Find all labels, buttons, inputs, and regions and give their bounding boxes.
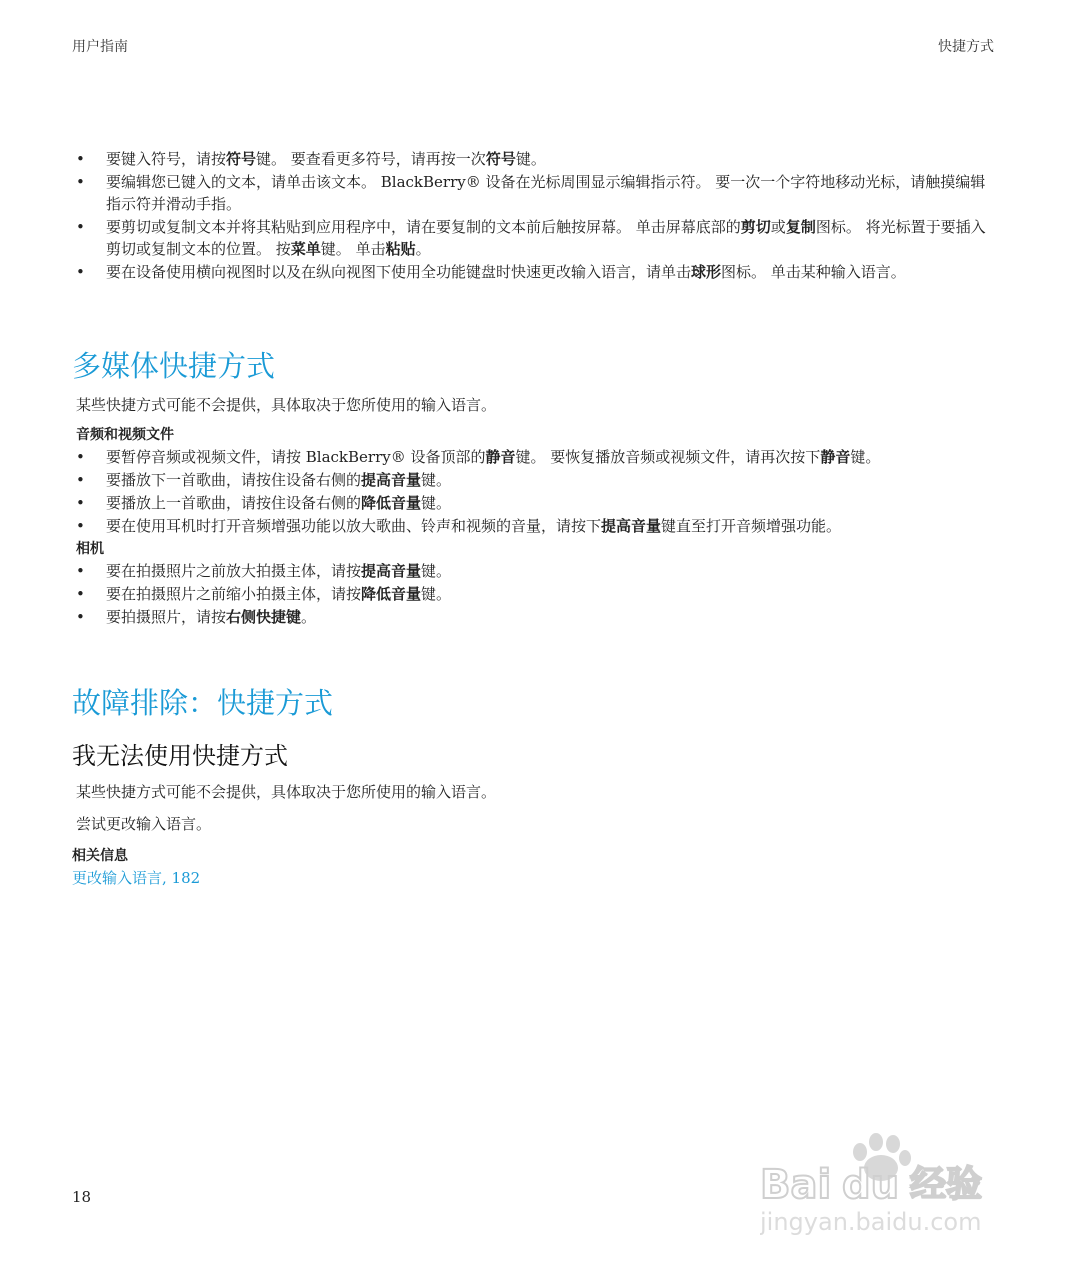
bold-term: 球形 bbox=[691, 263, 722, 281]
list-item: • 要拍摄照片，请按右侧快捷键。 bbox=[72, 606, 997, 628]
bold-term: 右侧快捷键 bbox=[226, 608, 302, 626]
section-title-multimedia: 多媒体快捷方式 bbox=[72, 349, 276, 383]
list-item: • 要在设备使用横向视图时以及在纵向视图下使用全功能键盘时快速更改输入语言，请单击球形图标。 单击某种输入语言。 bbox=[72, 261, 997, 283]
related-info-link[interactable]: 更改输入语言, 182 bbox=[72, 869, 201, 887]
bold-term: 剪切 bbox=[740, 218, 771, 236]
subheading-audio-video: 音频和视频文件 bbox=[76, 427, 174, 443]
list-item: • 要暂停音频或视频文件，请按 BlackBerry® 设备顶部的静音键。 要恢复播放音频或视频文件，请再次按下静音键。 bbox=[72, 446, 997, 468]
watermark-brand-2: du bbox=[842, 1162, 900, 1208]
bold-term: 符号 bbox=[226, 150, 257, 168]
multimedia-intro: 某些快捷方式可能不会提供，具体取决于您所使用的输入语言。 bbox=[76, 396, 497, 414]
bold-term: 降低音量 bbox=[361, 494, 422, 512]
list-item: • 要在拍摄照片之前放大拍摄主体，请按提高音量键。 bbox=[72, 560, 997, 582]
list-item: • 要在使用耳机时打开音频增强功能以放大歌曲、铃声和视频的音量，请按下提高音量键直至打开音频增强功能。 bbox=[72, 515, 997, 537]
watermark-brand: Bai bbox=[760, 1162, 832, 1208]
bold-term: 粘贴 bbox=[385, 240, 416, 258]
bold-term: 提高音量 bbox=[601, 517, 662, 535]
list-item: • 要在拍摄照片之前缩小拍摄主体，请按降低音量键。 bbox=[72, 583, 997, 605]
bold-term: 静音 bbox=[820, 448, 851, 466]
list-item: • 要编辑您已键入的文本，请单击该文本。 BlackBerry® 设备在光标周围显示编辑指示符。 要一次一个字符地移动光标，请触摸编辑指示符并滑动手指。 bbox=[72, 171, 997, 215]
bold-term: 复制 bbox=[785, 218, 816, 236]
page-content bbox=[72, 148, 997, 889]
header-right: 快捷方式 bbox=[938, 39, 994, 55]
header-left: 用户指南 bbox=[72, 39, 128, 55]
list-item: • 要剪切或复制文本并将其粘贴到应用程序中，请在要复制的文本前后触按屏幕。 单击屏幕底部的剪切或复制图标。 将光标置于要插入剪切或复制文本的位置。 按菜单键。 单击粘贴。 bbox=[72, 216, 997, 260]
camera-bullet-list bbox=[72, 560, 997, 628]
audio-video-bullet-list bbox=[72, 446, 997, 537]
watermark-url: jingyan.baidu.com bbox=[760, 1208, 982, 1236]
list-item: • 要键入符号，请按符号键。 要查看更多符号，请再按一次符号键。 bbox=[72, 148, 997, 170]
troubleshooting-para-2: 尝试更改输入语言。 bbox=[76, 815, 212, 833]
subsection-title: 我无法使用快捷方式 bbox=[72, 742, 288, 770]
list-item: • 要播放下一首歌曲，请按住设备右侧的提高音量键。 bbox=[72, 469, 997, 491]
page-number: 18 bbox=[72, 1188, 92, 1206]
intro-bullet-list bbox=[72, 148, 997, 283]
bold-term: 提高音量 bbox=[361, 562, 422, 580]
list-item: • 要播放上一首歌曲，请按住设备右侧的降低音量键。 bbox=[72, 492, 997, 514]
bold-term: 符号 bbox=[485, 150, 516, 168]
watermark-cn: 经验 bbox=[910, 1164, 983, 1205]
related-info-label: 相关信息 bbox=[72, 848, 128, 864]
baidu-watermark-logo bbox=[760, 1120, 1010, 1240]
troubleshooting-para-1: 某些快捷方式可能不会提供，具体取决于您所使用的输入语言。 bbox=[76, 783, 497, 801]
bold-term: 静音 bbox=[485, 448, 516, 466]
bold-term: 降低音量 bbox=[361, 585, 422, 603]
bold-term: 菜单 bbox=[290, 240, 321, 258]
bold-term: 提高音量 bbox=[361, 471, 422, 489]
subheading-camera: 相机 bbox=[76, 541, 104, 557]
section-title-troubleshooting: 故障排除：快捷方式 bbox=[72, 686, 334, 720]
